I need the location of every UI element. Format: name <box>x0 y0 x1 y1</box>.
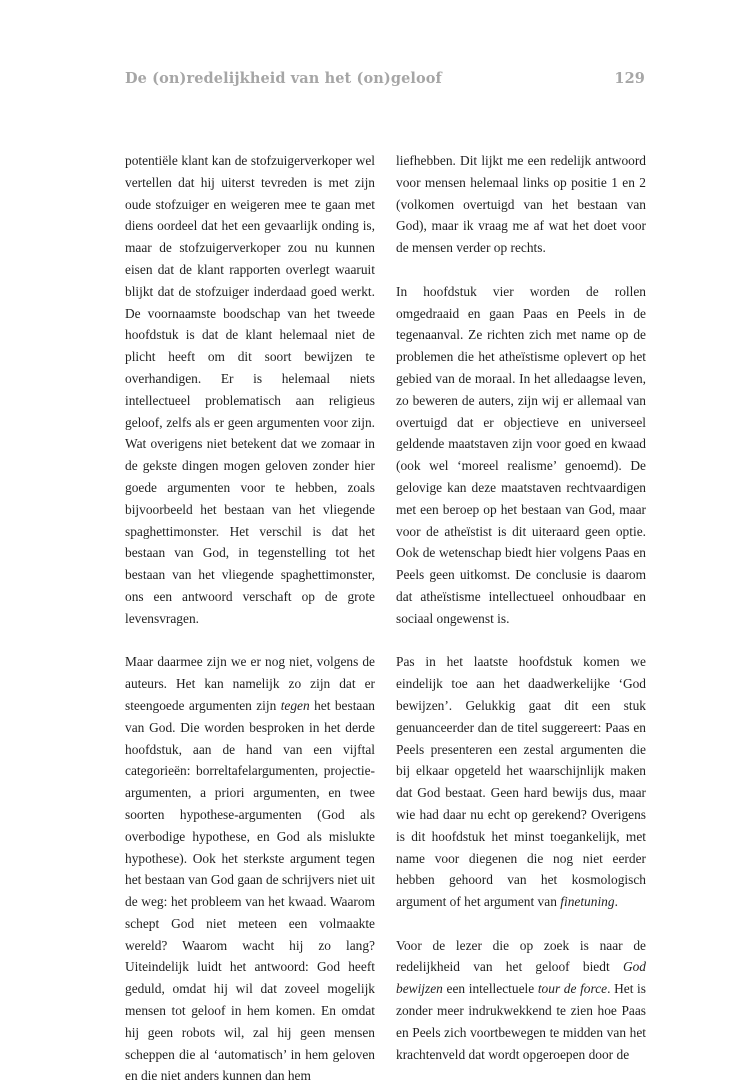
running-head <box>125 70 645 92</box>
text-run: Maar daarmee zijn we er nog niet, volgens de auteurs. Het kan namelijk zo zijn dat er steengoede argumenten zijn <box>125 654 375 713</box>
left-column <box>125 150 375 1087</box>
emphasis-text: finetuning <box>560 894 615 910</box>
text-run: . Het is zonder meer indrukwekkend te zien hoe Paas en Peels zich voortbewegen te midden van het krachtenveld dat wordt opgeroepen door de <box>396 981 646 1062</box>
running-head-title: De (on)redelijkheid van het (on)geloof <box>125 70 442 87</box>
paragraph <box>125 651 375 1087</box>
text-run: . <box>614 894 618 910</box>
text-run: het bestaan van God. Die worden besproken in het derde hoofdstuk, aan de hand van een vijftal categorieën: borreltafelargumenten, projectie-argumenten, a priori argumenten, en twee soorten hypothese-argumenten (God als overbodige hypothese, en God als mislukte hypothese). Ook het sterkste argument tegen het bestaan van God gaan de schrijvers niet uit de weg: het probleem van het kwaad. Waarom schept God niet meteen een volmaakte wereld? Waarom wacht hij zo lang? Uiteindelijk luidt het antwoord: God heeft geduld, omdat hij wil dat zoveel mogelijk mensen tot geloof in hem komen. En omdat hij geen robots wil, zal hij geen mensen scheppen die al ‘automatisch’ in hem geloven en die niet anders kunnen dan hem <box>125 697 375 1084</box>
page-number: 129 <box>614 70 645 87</box>
paragraph: In hoofdstuk vier worden de rollen omgedraaid en gaan Paas en Peels in de tegenaanval. Ze richten zich met name op de problemen die het atheïstisme oplevert op het gebied van de moraal. In het alledaagse leven, zo beweren de auters, zijn wij er allemaal van overtuigd dat er objectieve en universeel geldende maatstaven zijn voor goed en kwaad (ook wel ‘moreel realisme’ genoemd). De gelovige kan deze maatstaven rechtvaardigen met een beroep op het bestaan van God, maar voor de atheïstist is dit uiteraard geen optie. Ook de wetenschap biedt hier volgens Paas en Peels geen uitkomst. De conclusie is daarom dat atheïstisme intellectueel onhoudbaar en sociaal ongewenst is. <box>396 283 646 626</box>
emphasis-text: tour de force <box>537 981 608 997</box>
right-column <box>396 150 646 1065</box>
text-run: een intellectuele <box>442 981 538 997</box>
paragraph <box>396 651 646 913</box>
paragraph <box>396 935 646 1066</box>
emphasis-text: tegen <box>280 697 310 713</box>
text-run: Pas in het laatste hoofdstuk komen we eindelijk toe aan het daadwerkelijke ‘God bewijzen’. Gelukkig gaat dit een stuk genuanceerder dan de titel suggereert: Paas en Peels presenteren een zestal argumenten die bij elkaar opgeteld het waarschijnlijk maken dat God bestaat. Geen hard bewijs dus, maar wie had daar nu echt op gerekend? Overigens is dit hoofdstuk het minst toegankelijk, met name voor diegenen die nog niet eerder hebben gehoord van het kosmologisch argument of het argument van <box>396 654 646 910</box>
text-run: Voor de lezer die op zoek is naar de redelijkheid van het geloof biedt <box>396 937 646 975</box>
emphasis-text: God bewijzen <box>396 959 646 997</box>
paragraph: potentiële klant kan de stofzuigerverkoper wel vertellen dat hij uiterst tevreden is met zijn oude stofzuiger en weigeren mee te gaan met diens oordeel dat het een gevaarlijk onding is, maar de stofzuigerverkoper zou nu kunnen eisen dat de klant rapporten overlegt waaruit blijkt dat de stofzuiger inderdaad goed werkt. De voornaamste boodschap van het tweede hoofdstuk is dat de klant helemaal niet de plicht heeft om dit soort bewijzen te overhandigen. Er is helemaal niets intellectueel problematisch aan religieus geloof, zelfs als er geen argumenten voor zijn. Wat overigens niet betekent dat we zomaar in de gekste dingen mogen geloven zonder hier goede argumenten voor te hebben, zoals bijvoorbeeld het bestaan van het vliegende spaghettimonster. Het verschil is dat het bestaan van God, in tegenstelling tot het bestaan van het vliegende spaghettimonster, ons een antwoord verschaft op de grote levensvragen. <box>125 153 375 626</box>
paragraph: liefhebben. Dit lijkt me een redelijk antwoord voor mensen helemaal links op positie 1 en 2 (volkomen overtuigd van het bestaan van God), maar ik vraag me af wat het doet voor de mensen verder op rechts. <box>396 153 646 256</box>
